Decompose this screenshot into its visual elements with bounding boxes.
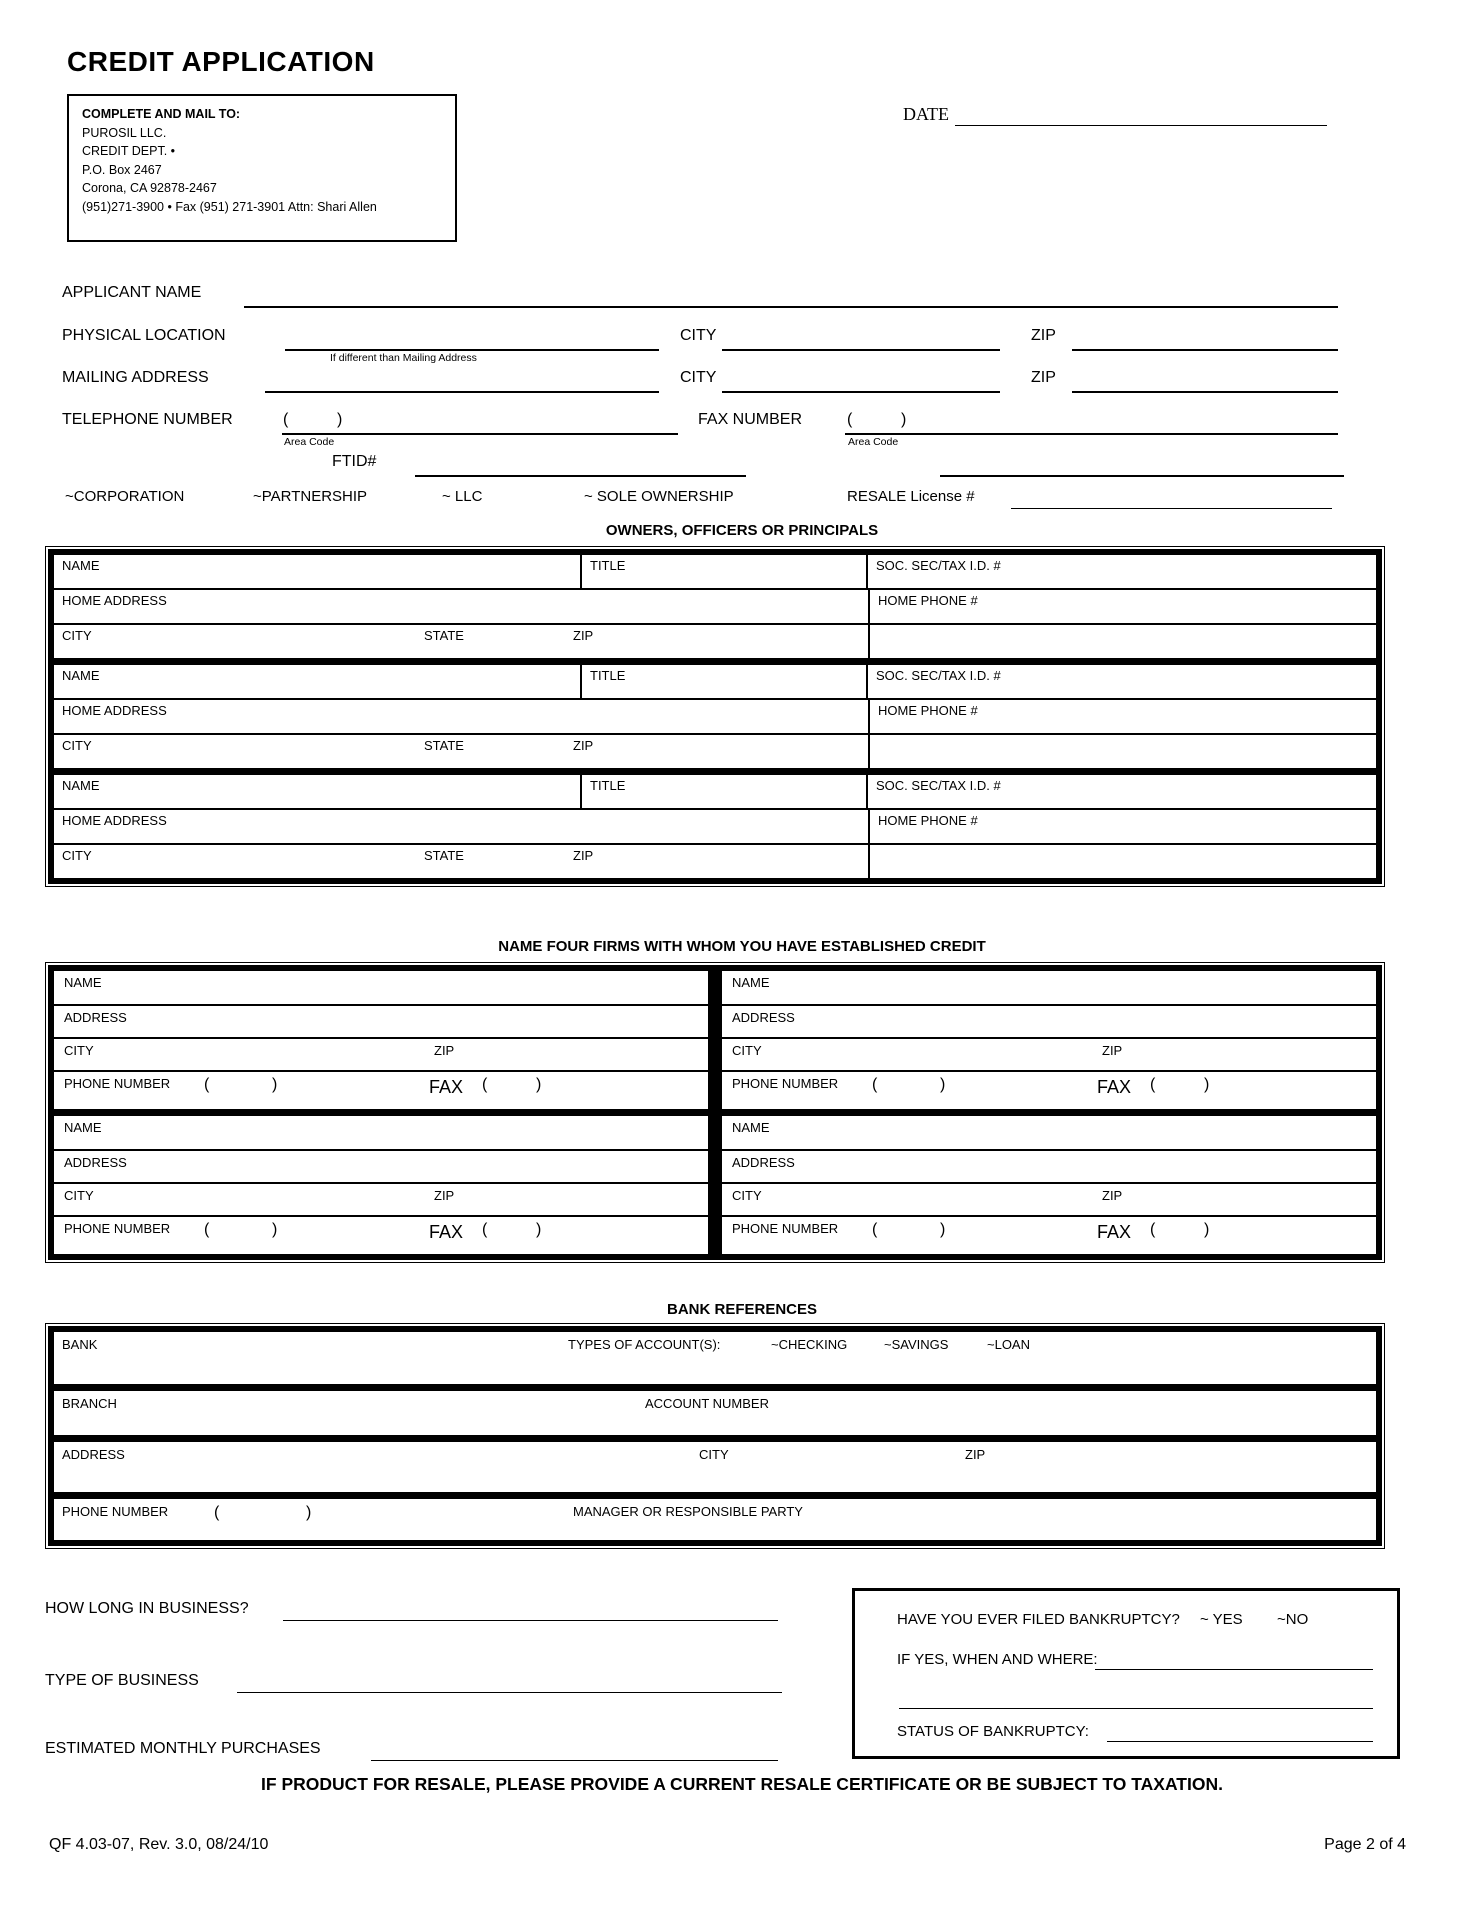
owner-city-label: CITY [62, 628, 92, 643]
owner-empty-cell[interactable] [870, 845, 1376, 878]
owner-ssn-cell[interactable] [868, 555, 1376, 588]
owner-ssn-label: SOC. SEC/TAX I.D. # [876, 778, 1001, 793]
firm-fax-close-paren: ) [1204, 1076, 1210, 1093]
ftid-blank[interactable] [415, 474, 746, 477]
firm-fax-open-paren: ( [482, 1221, 488, 1238]
bank-manager-label: MANAGER OR RESPONSIBLE PARTY [573, 1504, 803, 1519]
bankruptcy-status-label: STATUS OF BANKRUPTCY: [897, 1723, 1089, 1740]
owners-section-title: OWNERS, OFFICERS OR PRINCIPALS [605, 522, 879, 539]
ftid-extra-blank[interactable] [940, 474, 1344, 477]
bank-phone-close-paren: ) [306, 1504, 312, 1521]
bankruptcy-when-blank-2[interactable] [899, 1707, 1373, 1709]
resale-license-label: RESALE License # [847, 488, 975, 505]
owner-city-label: CITY [62, 738, 92, 753]
applicant-name-row [0, 284, 1484, 310]
owner-ssn-label: SOC. SEC/TAX I.D. # [876, 558, 1001, 573]
phone-area-code-note: Area Code [284, 436, 335, 448]
footer-page-number: Page 2 of 4 [1324, 1836, 1406, 1853]
physical-location-blank[interactable] [285, 348, 659, 351]
owner-zip-label: ZIP [573, 628, 594, 643]
firm-city-zip-cell[interactable] [722, 1037, 1376, 1070]
firm-phone-fax-cell[interactable] [54, 1070, 708, 1109]
mail-to-line: Corona, CA 92878-2467 [82, 181, 217, 195]
resale-license-blank[interactable] [1011, 507, 1332, 509]
firm-zip-label: ZIP [434, 1043, 455, 1058]
mailing-city-label: CITY [680, 369, 717, 386]
owner-city-state-zip-cell[interactable] [54, 735, 870, 768]
firm-phone-label: PHONE NUMBER [64, 1076, 171, 1091]
owner-name-label: NAME [62, 558, 100, 573]
date-blank-line[interactable] [955, 124, 1327, 126]
owner-ssn-cell[interactable] [868, 775, 1376, 808]
owner-empty-cell[interactable] [870, 735, 1376, 768]
owner-ssn-cell[interactable] [868, 665, 1376, 698]
bank-checking-option[interactable]: ~CHECKING [771, 1337, 848, 1352]
firm-address-cell[interactable] [722, 1004, 1376, 1037]
owner-home-phone-cell[interactable] [870, 590, 1376, 623]
physical-zip-label: ZIP [1031, 327, 1056, 344]
owner-block [54, 555, 1376, 658]
owner-zip-label: ZIP [573, 738, 594, 753]
bank-row-address[interactable] [54, 1442, 1376, 1492]
firm-address-label: ADDRESS [64, 1010, 127, 1025]
firm-address-cell[interactable] [54, 1004, 708, 1037]
bank-account-number-label: ACCOUNT NUMBER [645, 1396, 769, 1411]
owner-home-phone-label: HOME PHONE # [878, 813, 978, 828]
firm-fax-close-paren: ) [1204, 1221, 1210, 1238]
firm-zip-label: ZIP [434, 1188, 455, 1203]
firm-city-label: CITY [64, 1188, 94, 1203]
firm-phone-close-paren: ) [940, 1221, 946, 1238]
owner-empty-cell[interactable] [870, 625, 1376, 658]
bank-phone-label: PHONE NUMBER [62, 1504, 169, 1519]
owner-title-label: TITLE [590, 668, 626, 683]
how-long-label: HOW LONG IN BUSINESS? [45, 1600, 249, 1617]
owner-home-phone-cell[interactable] [870, 810, 1376, 843]
mail-to-line: (951)271-3900 • Fax (951) 271-3901 Attn: Shari Allen [82, 199, 377, 214]
physical-location-row [0, 327, 1484, 364]
owner-home-address-cell[interactable] [54, 700, 870, 733]
firm-address-cell[interactable] [722, 1149, 1376, 1182]
firm-block [722, 1116, 1376, 1254]
bank-row-branch[interactable] [54, 1391, 1376, 1435]
firm-city-zip-cell[interactable] [54, 1037, 708, 1070]
owner-title-cell[interactable] [582, 775, 868, 808]
firm-city-label: CITY [732, 1043, 762, 1058]
owner-title-cell[interactable] [582, 555, 868, 588]
firm-phone-open-paren: ( [204, 1221, 210, 1238]
bank-section-title: BANK REFERENCES [666, 1301, 817, 1318]
owner-title-cell[interactable] [582, 665, 868, 698]
firm-fax-open-paren: ( [482, 1076, 488, 1093]
firm-name-cell[interactable] [722, 971, 1376, 1004]
owner-block [54, 775, 1376, 878]
owner-city-state-zip-cell[interactable] [54, 845, 870, 878]
applicant-name-blank[interactable] [244, 305, 1338, 308]
firm-zip-label: ZIP [1102, 1188, 1123, 1203]
phone-open-paren: ( [283, 411, 289, 428]
owner-city-label: CITY [62, 848, 92, 863]
firm-address-cell[interactable] [54, 1149, 708, 1182]
owner-state-label: STATE [424, 628, 464, 643]
type-business-blank[interactable] [237, 1691, 782, 1693]
bank-table [45, 1323, 1385, 1549]
firms-table [45, 962, 1385, 1263]
firm-phone-open-paren: ( [872, 1076, 878, 1093]
owner-title-label: TITLE [590, 778, 626, 793]
bank-row-phone[interactable] [54, 1499, 1376, 1540]
firm-fax-close-paren: ) [536, 1221, 542, 1238]
owner-state-label: STATE [424, 738, 464, 753]
owner-home-address-cell[interactable] [54, 810, 870, 843]
firm-phone-label: PHONE NUMBER [732, 1221, 839, 1236]
ftid-label: FTID# [332, 453, 377, 470]
firm-phone-close-paren: ) [940, 1076, 946, 1093]
owner-zip-label: ZIP [573, 848, 594, 863]
firm-name-label: NAME [64, 975, 102, 990]
date-row [0, 104, 1484, 130]
owner-ssn-label: SOC. SEC/TAX I.D. # [876, 668, 1001, 683]
firm-phone-open-paren: ( [204, 1076, 210, 1093]
physical-location-label: PHYSICAL LOCATION [62, 327, 226, 344]
firm-phone-open-paren: ( [872, 1221, 878, 1238]
firm-block [54, 1116, 708, 1254]
bank-savings-option[interactable]: ~SAVINGS [884, 1337, 949, 1352]
mailing-zip-label: ZIP [1031, 369, 1056, 386]
firm-name-cell[interactable] [54, 1116, 708, 1149]
entity-type-row [0, 488, 1484, 514]
mail-to-heading: COMPLETE AND MAIL TO: [82, 107, 241, 121]
page-title: CREDIT APPLICATION [67, 46, 375, 77]
fax-close-paren: ) [901, 411, 907, 428]
bank-branch-label: BRANCH [62, 1396, 117, 1411]
entity-option-corporation[interactable]: ~CORPORATION [65, 488, 185, 505]
firm-city-zip-cell[interactable] [722, 1182, 1376, 1215]
monthly-purchases-label: ESTIMATED MONTHLY PURCHASES [45, 1740, 321, 1757]
owner-name-cell[interactable] [54, 555, 582, 588]
mailing-zip-blank[interactable] [1072, 390, 1338, 393]
owner-name-label: NAME [62, 778, 100, 793]
telephone-label: TELEPHONE NUMBER [62, 411, 233, 428]
firm-fax-label: FAX [1097, 1222, 1132, 1242]
owner-block [54, 665, 1376, 768]
bankruptcy-question-label: HAVE YOU EVER FILED BANKRUPTCY? [897, 1611, 1180, 1628]
bank-loan-option[interactable]: ~LOAN [987, 1337, 1030, 1352]
physical-city-label: CITY [680, 327, 717, 344]
bankruptcy-box [852, 1588, 1400, 1759]
resale-notice: IF PRODUCT FOR RESALE, PLEASE PROVIDE A CURRENT RESALE CERTIFICATE OR BE SUBJECT TO TAXATION. [261, 1774, 1223, 1794]
bankruptcy-yes-option[interactable]: ~ YES [1200, 1611, 1243, 1628]
firm-city-label: CITY [64, 1043, 94, 1058]
telephone-blank[interactable] [282, 432, 678, 435]
firm-phone-fax-cell[interactable] [54, 1215, 708, 1254]
physical-city-blank[interactable] [722, 348, 1000, 351]
bank-phone-open-paren: ( [214, 1504, 220, 1521]
mailing-address-blank[interactable] [265, 390, 659, 393]
bankruptcy-status-blank[interactable] [1107, 1740, 1373, 1742]
owner-home-phone-label: HOME PHONE # [878, 593, 978, 608]
firm-zip-label: ZIP [1102, 1043, 1123, 1058]
firm-city-label: CITY [732, 1188, 762, 1203]
firm-block [722, 971, 1376, 1109]
mail-to-line: PUROSIL LLC. [82, 125, 167, 140]
owner-name-cell[interactable] [54, 665, 582, 698]
firm-fax-open-paren: ( [1150, 1221, 1156, 1238]
bank-account-types-label: TYPES OF ACCOUNT(S): [568, 1337, 721, 1352]
entity-option-llc[interactable]: ~ LLC [442, 488, 483, 505]
firm-block [54, 971, 708, 1109]
firm-phone-fax-cell[interactable] [722, 1215, 1376, 1254]
owner-home-address-label: HOME ADDRESS [62, 813, 167, 828]
phone-fax-row [0, 411, 1484, 448]
monthly-purchases-blank[interactable] [371, 1759, 778, 1761]
firm-fax-label: FAX [429, 1222, 464, 1242]
entity-option-sole-ownership[interactable]: ~ SOLE OWNERSHIP [584, 488, 734, 505]
owner-title-label: TITLE [590, 558, 626, 573]
entity-option-partnership[interactable]: ~PARTNERSHIP [253, 488, 368, 505]
firm-fax-open-paren: ( [1150, 1076, 1156, 1093]
ftid-row [0, 453, 1484, 479]
firm-name-cell[interactable] [722, 1116, 1376, 1149]
physical-zip-blank[interactable] [1072, 348, 1338, 351]
firm-phone-label: PHONE NUMBER [732, 1076, 839, 1091]
type-business-label: TYPE OF BUSINESS [45, 1672, 199, 1689]
owner-home-phone-cell[interactable] [870, 700, 1376, 733]
bank-city-label: CITY [699, 1447, 729, 1462]
owner-home-phone-label: HOME PHONE # [878, 703, 978, 718]
firm-phone-close-paren: ) [272, 1076, 278, 1093]
firm-city-zip-cell[interactable] [54, 1182, 708, 1215]
firms-section-title: NAME FOUR FIRMS WITH WHOM YOU HAVE ESTABLISHED CREDIT [498, 938, 986, 955]
owner-state-label: STATE [424, 848, 464, 863]
firm-phone-fax-cell[interactable] [722, 1070, 1376, 1109]
owner-home-address-label: HOME ADDRESS [62, 703, 167, 718]
firm-fax-label: FAX [429, 1077, 464, 1097]
mailing-city-blank[interactable] [722, 390, 1000, 393]
firm-address-label: ADDRESS [64, 1155, 127, 1170]
phone-close-paren: ) [337, 411, 343, 428]
fax-area-code-note: Area Code [848, 436, 899, 448]
firm-name-cell[interactable] [54, 971, 708, 1004]
bankruptcy-when-blank[interactable] [1095, 1668, 1373, 1670]
owners-table [45, 546, 1385, 887]
mail-to-line: CREDIT DEPT. • [82, 144, 176, 158]
firm-name-label: NAME [64, 1120, 102, 1135]
owner-home-address-label: HOME ADDRESS [62, 593, 167, 608]
fax-blank[interactable] [845, 432, 1338, 435]
bank-address-label: ADDRESS [62, 1447, 125, 1462]
bankruptcy-when-label: IF YES, WHEN AND WHERE: [897, 1651, 1098, 1668]
bank-row-bank[interactable] [54, 1332, 1376, 1384]
firm-address-label: ADDRESS [732, 1155, 795, 1170]
bank-label: BANK [62, 1337, 98, 1352]
firm-phone-close-paren: ) [272, 1221, 278, 1238]
fax-label: FAX NUMBER [698, 411, 803, 428]
mailing-address-label: MAILING ADDRESS [62, 369, 209, 386]
fax-open-paren: ( [847, 411, 853, 428]
owner-home-address-cell[interactable] [54, 590, 870, 623]
firm-fax-label: FAX [1097, 1077, 1132, 1097]
mail-to-line: P.O. Box 2467 [82, 162, 162, 177]
bankruptcy-no-option[interactable]: ~NO [1277, 1611, 1309, 1628]
bank-zip-label: ZIP [965, 1447, 986, 1462]
applicant-name-label: APPLICANT NAME [62, 284, 202, 301]
firm-phone-label: PHONE NUMBER [64, 1221, 171, 1236]
physical-location-note: If different than Mailing Address [330, 352, 477, 364]
owner-name-cell[interactable] [54, 775, 582, 808]
firm-name-label: NAME [732, 975, 770, 990]
date-label: DATE [903, 104, 949, 124]
owner-city-state-zip-cell[interactable] [54, 625, 870, 658]
how-long-blank[interactable] [283, 1619, 778, 1621]
footer-form-number: QF 4.03-07, Rev. 3.0, 08/24/10 [49, 1836, 269, 1853]
owner-name-label: NAME [62, 668, 100, 683]
firm-address-label: ADDRESS [732, 1010, 795, 1025]
firm-name-label: NAME [732, 1120, 770, 1135]
mailing-address-row [0, 369, 1484, 395]
firm-fax-close-paren: ) [536, 1076, 542, 1093]
